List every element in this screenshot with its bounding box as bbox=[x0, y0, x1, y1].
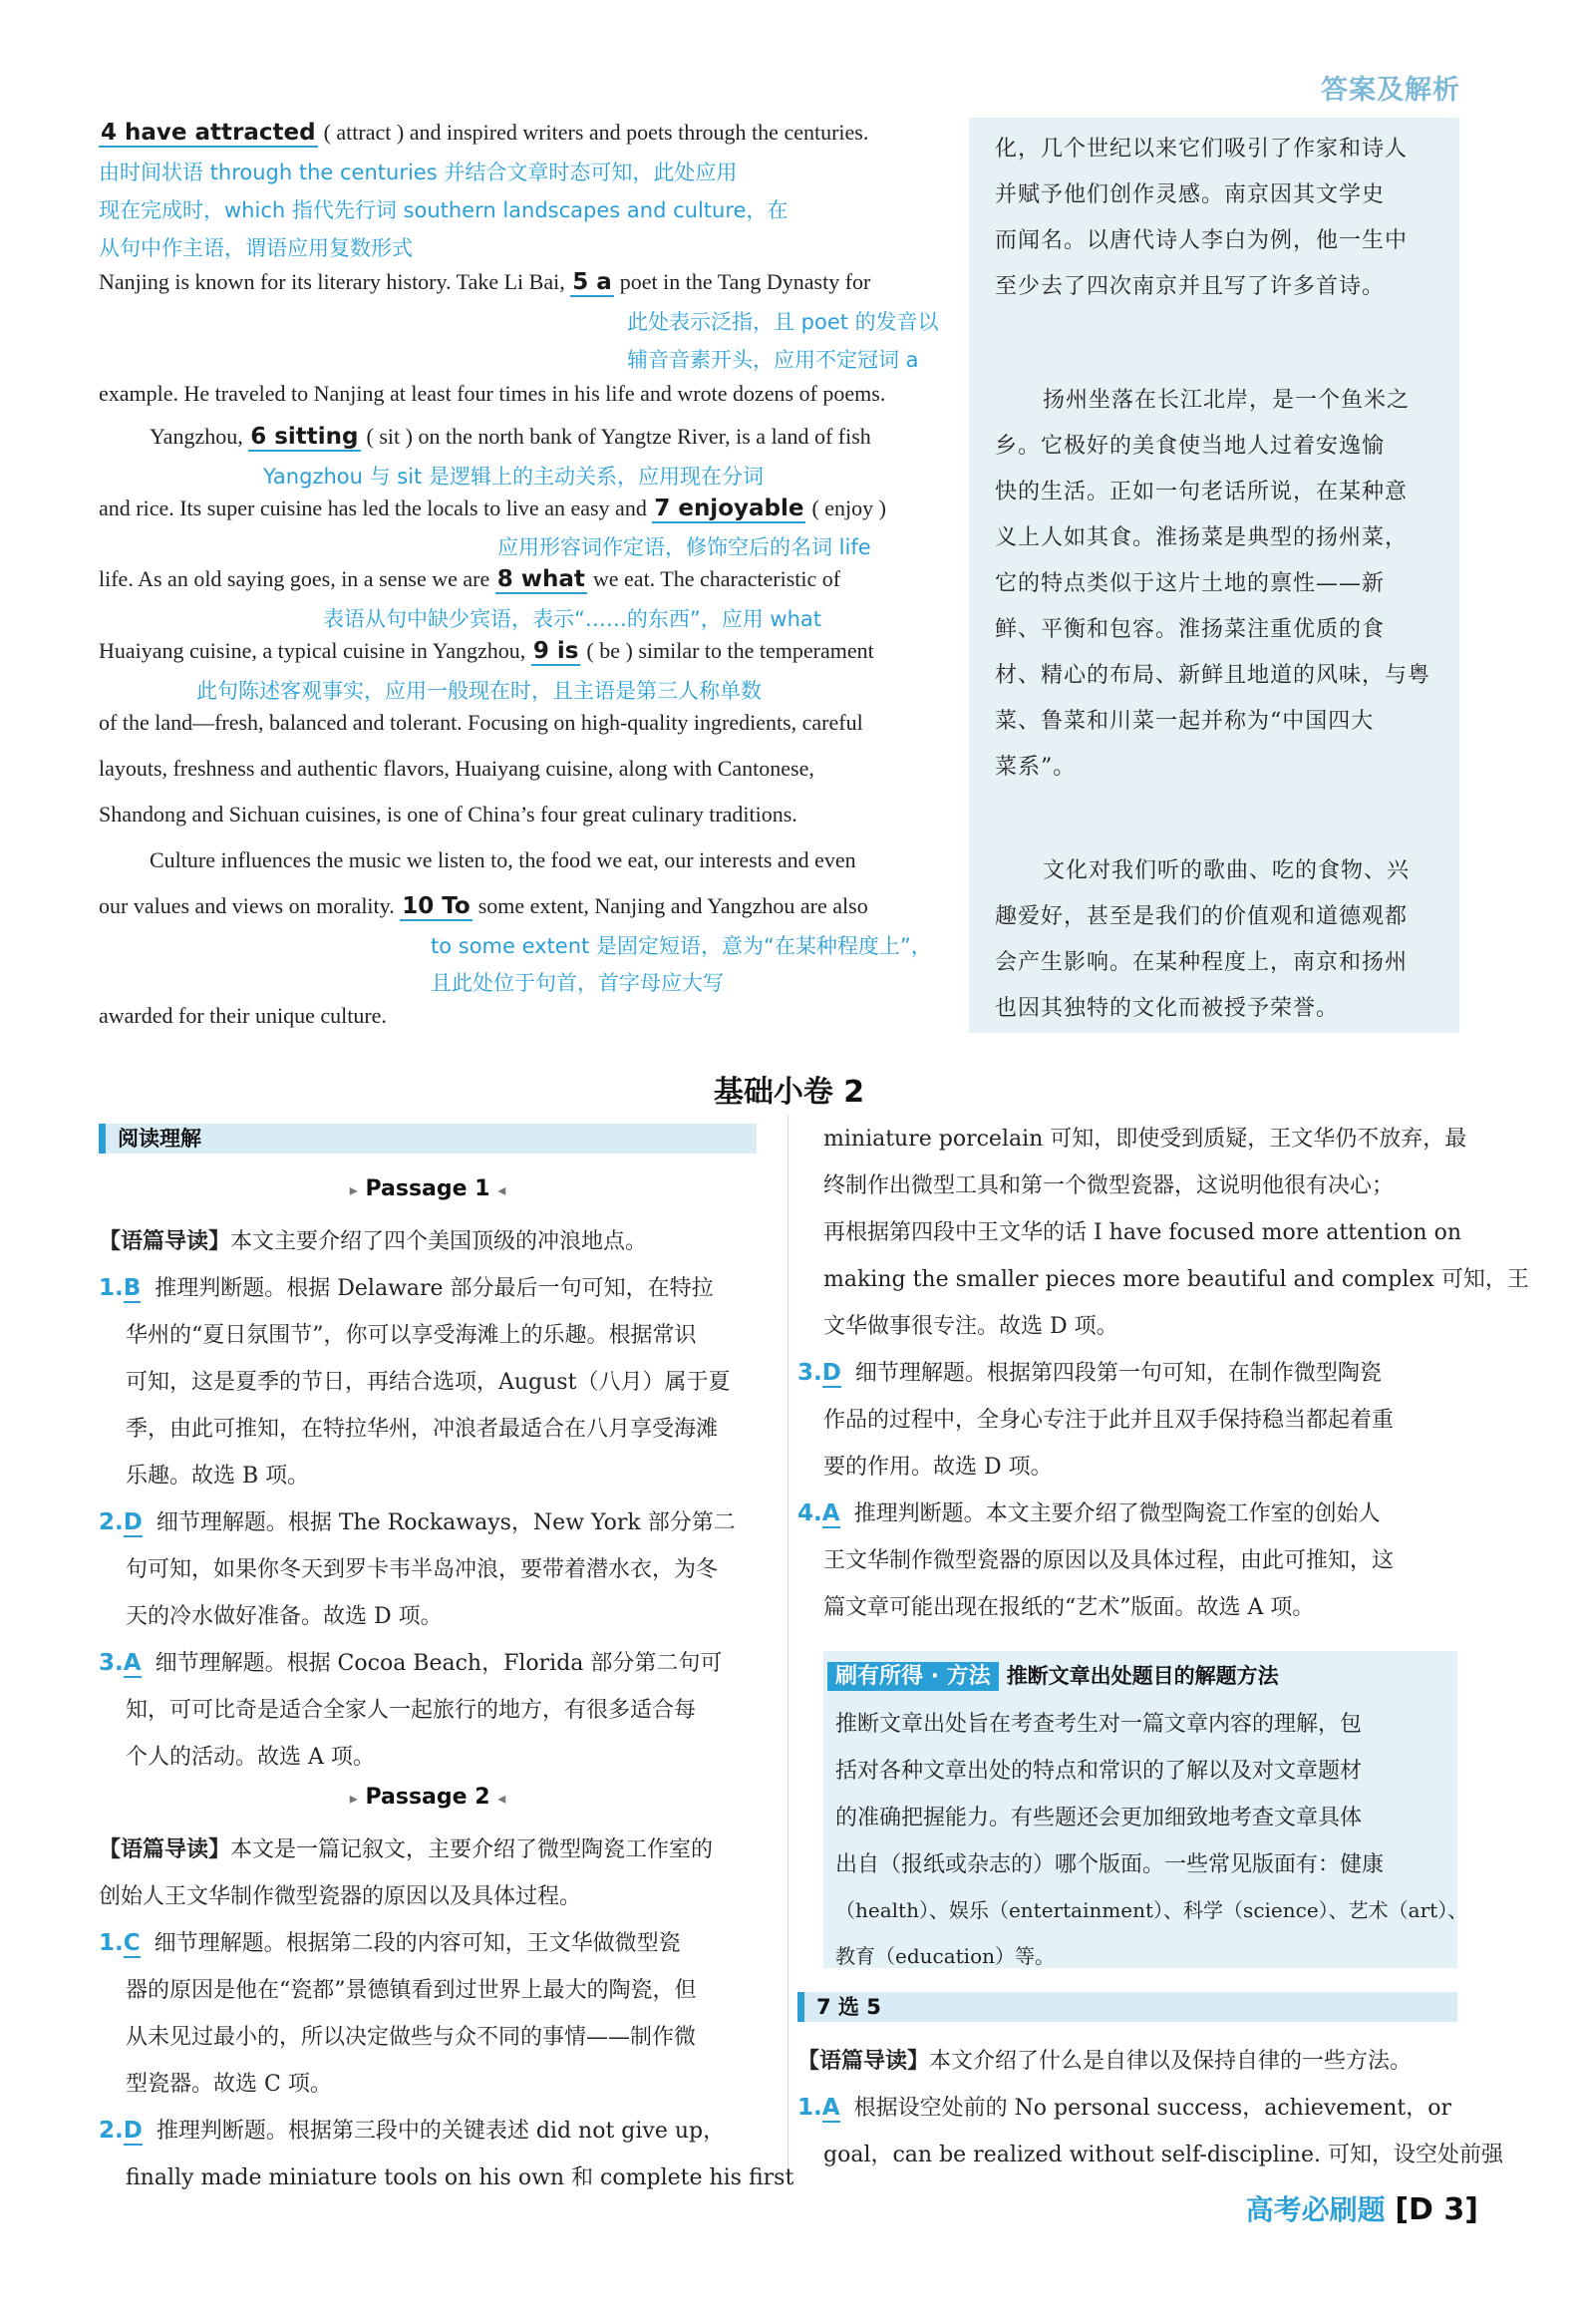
tip-title: 推断文章出处题目的解题方法 bbox=[1006, 1664, 1279, 1688]
passage-line: 4 have attracted ( attract ) and inspired writers and poets through the centuries. bbox=[101, 120, 869, 146]
answer-line: 从未见过最小的，所以决定做些与众不同的事情——制作微 bbox=[126, 2025, 697, 2050]
footer-brand: 高考必刷题 bbox=[1245, 2193, 1386, 2226]
passage-line: Shandong and Sichuan cuisines, is one of China’s four great culinary traditions. bbox=[99, 802, 797, 827]
translation-line: 趣爱好，甚至是我们的价值观和道德观都 bbox=[995, 904, 1409, 929]
tip-header bbox=[827, 1659, 1279, 1690]
annotation: 现在完成时，which 指代先行词 southern landscapes and culture，在 bbox=[99, 198, 789, 222]
answer-line: 篇文章可能出现在报纸的“艺术”版面。故选 A 项。 bbox=[823, 1595, 1315, 1620]
footer: 高考必刷题 [D 3] bbox=[1245, 2192, 1478, 2227]
translation-line: 扬州坐落在长江北岸，是一个鱼米之 bbox=[1043, 388, 1411, 413]
answer: 10 To bbox=[402, 893, 471, 919]
answer: 6 sitting bbox=[250, 424, 359, 450]
tip-line: （health）、娱乐（entertainment）、科学（science）、艺术（art）、 bbox=[835, 1898, 1468, 1922]
tip-line: 推断文章出处旨在考查考生对一篇文章内容的理解，包 bbox=[835, 1712, 1363, 1737]
annotation: 从句中作主语，谓语应用复数形式 bbox=[99, 236, 413, 260]
answer-line: 终制作出微型工具和第一个微型瓷器，这说明他很有决心； bbox=[823, 1173, 1395, 1198]
passage-heading: ▸ Passage 1 ◂ bbox=[349, 1176, 506, 1201]
translation-line: 它的特点类似于这片土地的禀性——新 bbox=[995, 571, 1386, 596]
annotation: 由时间状语 through the centuries 并结合文章时态可知，此处应用 bbox=[99, 161, 738, 184]
guide: 【语篇导读】本文介绍了什么是自律以及保持自律的一些方法。 bbox=[797, 2049, 1413, 2074]
passage-line: Huaiyang cuisine, a typical cuisine in Yangzhou, 9 is ( be ) similar to the temperament bbox=[99, 638, 874, 664]
column-divider bbox=[788, 1115, 789, 2171]
translation-line: 并赋予他们创作灵感。南京因其文学史 bbox=[995, 182, 1386, 207]
answer-item: 2.D 细节理解题。根据 The Rockaways，New York 部分第二 bbox=[99, 1509, 736, 1535]
translation-line: 义上人如其食。淮扬菜是典型的扬州菜， bbox=[995, 525, 1409, 550]
translation-line: 鲜、平衡和包容。淮扬菜注重优质的食 bbox=[995, 617, 1386, 642]
answer-item: 1.C 细节理解题。根据第二段的内容可知，王文华做微型瓷 bbox=[99, 1930, 681, 1956]
passage-line: awarded for their unique culture. bbox=[99, 1003, 387, 1028]
answer-item: 1.A 根据设空处前的 No personal success，achievement，or bbox=[797, 2095, 1451, 2121]
passage-line: Yangzhou, 6 sitting ( sit ) on the north bank of Yangtze River, is a land of fish bbox=[150, 424, 871, 450]
passage-line: of the land—fresh, balanced and tolerant. Focusing on high-quality ingredients, careful bbox=[99, 710, 863, 735]
passage-line: and rice. Its super cuisine has led the locals to live an easy and 7 enjoyable ( enjoy ) bbox=[99, 496, 886, 521]
answer: 4 have attracted bbox=[101, 120, 316, 146]
answer-line: 乐趣。故选 B 项。 bbox=[126, 1464, 310, 1489]
translation-line: 快的生活。正如一句老话所说，在某种意 bbox=[995, 480, 1409, 504]
translation-line: 而闻名。以唐代诗人李白为例，他一生中 bbox=[995, 228, 1409, 253]
answer-item: 2.D 推理判断题。根据第三段中的关键表述 did not give up， bbox=[99, 2118, 726, 2144]
annotation: to some extent 是固定短语，意为“在某种程度上”， bbox=[431, 934, 932, 958]
answer-item: 3.D 细节理解题。根据第四段第一句可知，在制作微型陶瓷 bbox=[797, 1360, 1382, 1386]
tip-line: 括对各种文章出处的特点和常识的了解以及对文章题材 bbox=[835, 1759, 1363, 1784]
answer-line: 季，由此可推知，在特拉华州，冲浪者最适合在八月享受海滩 bbox=[126, 1417, 719, 1442]
answer-line: 型瓷器。故选 C 项。 bbox=[126, 2072, 332, 2097]
annotation: 此处表示泛指，且 poet 的发音以 bbox=[627, 310, 939, 334]
tip-line: 的准确把握能力。有些题还会更加细致地考查文章具体 bbox=[835, 1806, 1363, 1830]
answer-item: 3.A 细节理解题。根据 Cocoa Beach，Florida 部分第二句可 bbox=[99, 1650, 723, 1676]
translation-line: 文化对我们听的歌曲、吃的食物、兴 bbox=[1043, 858, 1411, 883]
answer-line: goal，can be realized without self-discipline. 可知，设空处前强 bbox=[823, 2143, 1503, 2167]
annotation: 辅音音素开头，应用不定冠词 a bbox=[627, 348, 919, 372]
translation-line: 也因其独特的文化而被授予荣誉。 bbox=[995, 996, 1340, 1021]
section-reading: 阅读理解 bbox=[99, 1124, 757, 1154]
answer-line: 句可知，如果你冬天到罗卡韦半岛冲浪，要带着潜水衣，为冬 bbox=[126, 1557, 719, 1582]
answer-line: 王文华制作微型瓷器的原因以及具体过程，由此可推知，这 bbox=[823, 1548, 1395, 1573]
passage-line: Culture influences the music we listen to, the food we eat, our interests and even bbox=[150, 847, 856, 872]
translation-box bbox=[969, 118, 1459, 1033]
tip-line: 教育（education）等。 bbox=[835, 1944, 1055, 1968]
answer-line: 要的作用。故选 D 项。 bbox=[823, 1455, 1053, 1480]
guide: 【语篇导读】本文是一篇记叙文，主要介绍了微型陶瓷工作室的 bbox=[99, 1837, 714, 1862]
translation-line: 材、精心的布局、新鲜且地道的风味，与粤 bbox=[995, 663, 1431, 688]
translation-line: 菜、鲁菜和川菜一起并称为“中国四大 bbox=[995, 709, 1375, 734]
guide-line: 创始人王文华制作微型瓷器的原因以及具体过程。 bbox=[99, 1884, 582, 1909]
answer-line: 再根据第四段中王文华的话 I have focused more attention on bbox=[823, 1220, 1461, 1245]
passage-heading: ▸ Passage 2 ◂ bbox=[349, 1785, 506, 1810]
answer-line: 作品的过程中，全身心专注于此并且双手保持稳当都起着重 bbox=[823, 1408, 1395, 1433]
tip-line: 出自（报纸或杂志的）哪个版面。一些常见版面有：健康 bbox=[835, 1852, 1385, 1877]
annotation: 表语从句中缺少宾语，表示“……的东西”，应用 what bbox=[323, 607, 822, 631]
tip-box bbox=[823, 1651, 1468, 1968]
answer-line: 知，可可比奇是适合全家人一起旅行的地方，有很多适合每 bbox=[126, 1698, 697, 1723]
translation-line: 菜系”。 bbox=[995, 755, 1077, 780]
answer-line: 文华做事很专注。故选 D 项。 bbox=[823, 1314, 1118, 1339]
translation-line: 化，几个世纪以来它们吸引了作家和诗人 bbox=[995, 137, 1409, 162]
translation-line: 至少去了四次南京并且写了许多首诗。 bbox=[995, 274, 1386, 299]
section-7x5: 7 选 5 bbox=[797, 1992, 1457, 2022]
passage-line: example. He traveled to Nanjing at least four times in his life and wrote dozens of poems. bbox=[99, 381, 886, 406]
answer-line: making the smaller pieces more beautiful and complex 可知，王 bbox=[823, 1267, 1529, 1292]
answer-line: 华州的“夏日氛围节”，你可以享受海滩上的乐趣。根据常识 bbox=[126, 1323, 697, 1348]
page-number: D 3 bbox=[1409, 2192, 1465, 2227]
answer: 8 what bbox=[496, 566, 585, 592]
answer: 7 enjoyable bbox=[654, 496, 804, 521]
passage-line: life. As an old saying goes, in a sense we are 8 what we eat. The characteristic of bbox=[99, 566, 841, 592]
annotation: 应用形容词作定语，修饰空后的名词 life bbox=[497, 535, 871, 559]
passage-line: our values and views on morality. 10 To some extent, Nanjing and Yangzhou are also bbox=[99, 893, 868, 919]
answer-line: 个人的活动。故选 A 项。 bbox=[126, 1745, 375, 1770]
answer-line: 器的原因是他在“瓷都”景德镇看到过世界上最大的陶瓷，但 bbox=[126, 1978, 697, 2003]
annotation: 且此处位于句首，首字母应大写 bbox=[431, 971, 724, 995]
annotation: 此句陈述客观事实，应用一般现在时，且主语是第三人称单数 bbox=[196, 679, 762, 703]
answer-line: finally made miniature tools on his own 和 complete his first bbox=[126, 2165, 794, 2190]
passage-line: Nanjing is known for its literary history. Take Li Bai, 5 a poet in the Tang Dynasty for bbox=[99, 269, 871, 295]
translation-line: 会产生影响。在某种程度上，南京和扬州 bbox=[995, 950, 1409, 975]
passage-line: layouts, freshness and authentic flavors, Huaiyang cuisine, along with Cantonese, bbox=[99, 756, 814, 781]
answer-item: 4.A 推理判断题。本文主要介绍了微型陶瓷工作室的创始人 bbox=[797, 1500, 1381, 1526]
section-label: 答案及解析 bbox=[1321, 75, 1460, 106]
answer-item: 1.B 推理判断题。根据 Delaware 部分最后一句可知，在特拉 bbox=[99, 1275, 714, 1301]
answer: 9 is bbox=[532, 638, 579, 664]
answer: 5 a bbox=[572, 269, 612, 295]
answer-line: 天的冷水做好准备。故选 D 项。 bbox=[126, 1604, 443, 1629]
answer-line: 可知，这是夏季的节日，再结合选项，August（八月）属于夏 bbox=[126, 1370, 731, 1395]
answer-line: miniature porcelain 可知，即使受到质疑，王文华仍不放弃，最 bbox=[823, 1127, 1467, 1152]
annotation: Yangzhou 与 sit 是逻辑上的主动关系，应用现在分词 bbox=[263, 465, 764, 489]
tip-tag: 刷有所得 · 方法 bbox=[827, 1662, 999, 1691]
page-title: 基础小卷 2 bbox=[713, 1075, 865, 1110]
translation-line: 乡。它极好的美食使当地人过着安逸愉 bbox=[995, 434, 1386, 459]
guide: 【语篇导读】本文主要介绍了四个美国顶级的冲浪地点。 bbox=[99, 1229, 648, 1254]
